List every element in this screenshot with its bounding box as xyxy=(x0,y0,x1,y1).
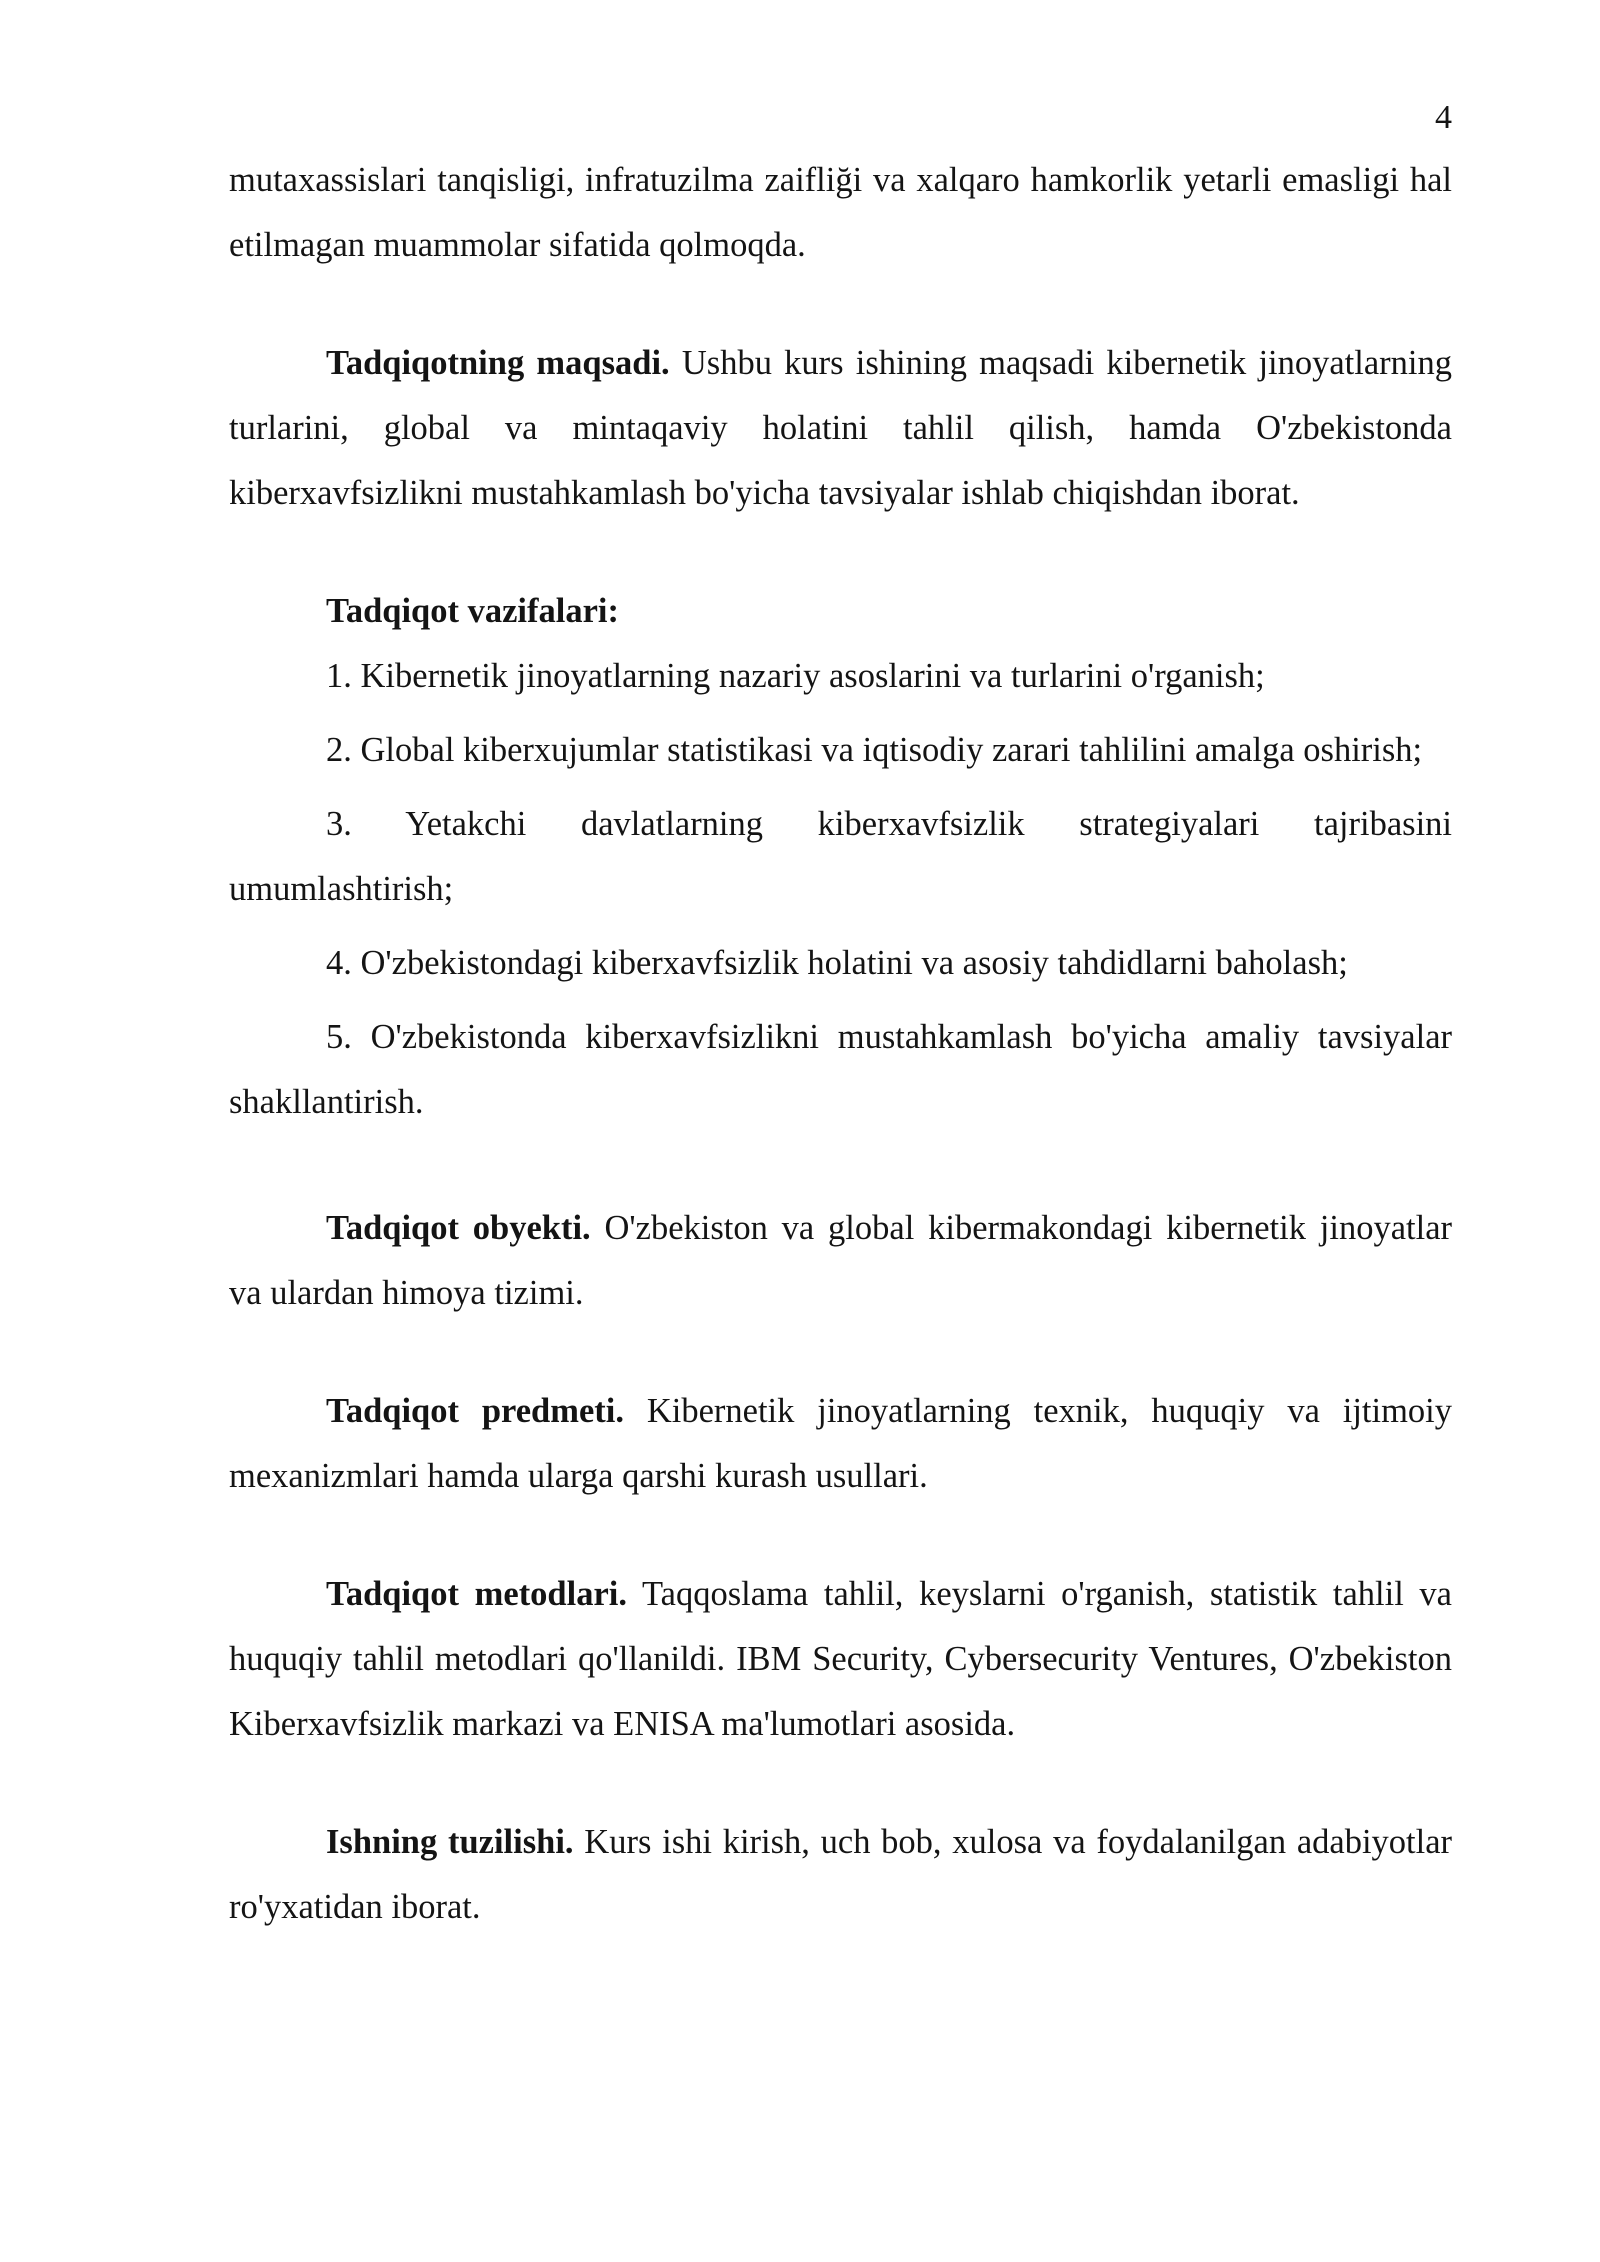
object-label: Tadqiqot obyekti. xyxy=(326,1209,591,1247)
task-text: 4. O'zbekistondagi kiberxavfsizlik holatini va asosiy tahdidlarni baholash; xyxy=(326,944,1348,982)
purpose-label: Tadqiqotning maqsadi. xyxy=(326,344,670,382)
subject-paragraph xyxy=(229,1379,1452,1509)
methods-text: Taqqoslama tahlil, keyslarni o'rganish, statistik tahlil va huquqiy tahlil metodlari qo'llanildi. IBM Security, Cybersecurity Ventures, O'zbekiston Kiberxavfsizlik markazi va ENISA ma'lumotlari asosida. xyxy=(229,1575,1452,1743)
structure-label: Ishning tuzilishi. xyxy=(326,1823,574,1861)
structure-paragraph xyxy=(229,1810,1452,1940)
subject-label: Tadqiqot predmeti. xyxy=(326,1392,624,1430)
list-item xyxy=(229,792,1452,922)
object-text: O'zbekiston va global kibermakondagi kibernetik jinoyatlar va ulardan himoya tizimi. xyxy=(229,1209,1452,1312)
page-number: 4 xyxy=(1435,99,1452,136)
object-paragraph xyxy=(229,1196,1452,1326)
subject-text: Kibernetik jinoyatlarning texnik, huquqiy va ijtimoiy mexanizmlari hamda ularga qarshi kurash usullari. xyxy=(229,1392,1453,1495)
purpose-text: Ushbu kurs ishining maqsadi kibernetik jinoyatlarning turlarini, global va mintaqaviy holatini tahlil qilish, hamda O'zbekistonda kiberxavfsizlikni mustahkamlash bo'yicha tavsiyalar ishlab chiqishdan iborat. xyxy=(229,344,1452,512)
tasks-label: Tadqiqot vazifalari: xyxy=(326,592,619,630)
document-body xyxy=(229,148,1452,1940)
methods-paragraph xyxy=(229,1562,1452,1757)
list-item xyxy=(229,644,1452,709)
purpose-paragraph xyxy=(229,331,1452,526)
tasks-heading xyxy=(229,579,1452,644)
task-text: 2. Global kiberxujumlar statistikasi va iqtisodiy zarari tahlilini amalga oshirish; xyxy=(326,731,1423,769)
tasks-list xyxy=(229,644,1452,1135)
task-text: 3. Yetakchi davlatlarning kiberxavfsizlik strategiyalari tajribasini umumlashtirish; xyxy=(229,805,1452,908)
list-item xyxy=(229,718,1452,783)
structure-text: Kurs ishi kirish, uch bob, xulosa va foydalanilgan adabiyotlar ro'yxatidan iborat. xyxy=(229,1823,1452,1926)
methods-label: Tadqiqot metodlari. xyxy=(326,1575,627,1613)
task-text: 5. O'zbekistonda kiberxavfsizlikni mustahkamlash bo'yicha amaliy tavsiyalar shakllantirish. xyxy=(229,1018,1452,1121)
list-item xyxy=(229,1005,1452,1135)
intro-paragraph: mutaxassislari tanqisligi, infratuzilma zaifliği va xalqaro hamkorlik yetarli emasligi hal etilmagan muammolar sifatida qolmoqda. xyxy=(229,161,1452,264)
list-item xyxy=(229,931,1452,996)
task-text: 1. Kibernetik jinoyatlarning nazariy asoslarini va turlarini o'rganish; xyxy=(326,657,1265,695)
